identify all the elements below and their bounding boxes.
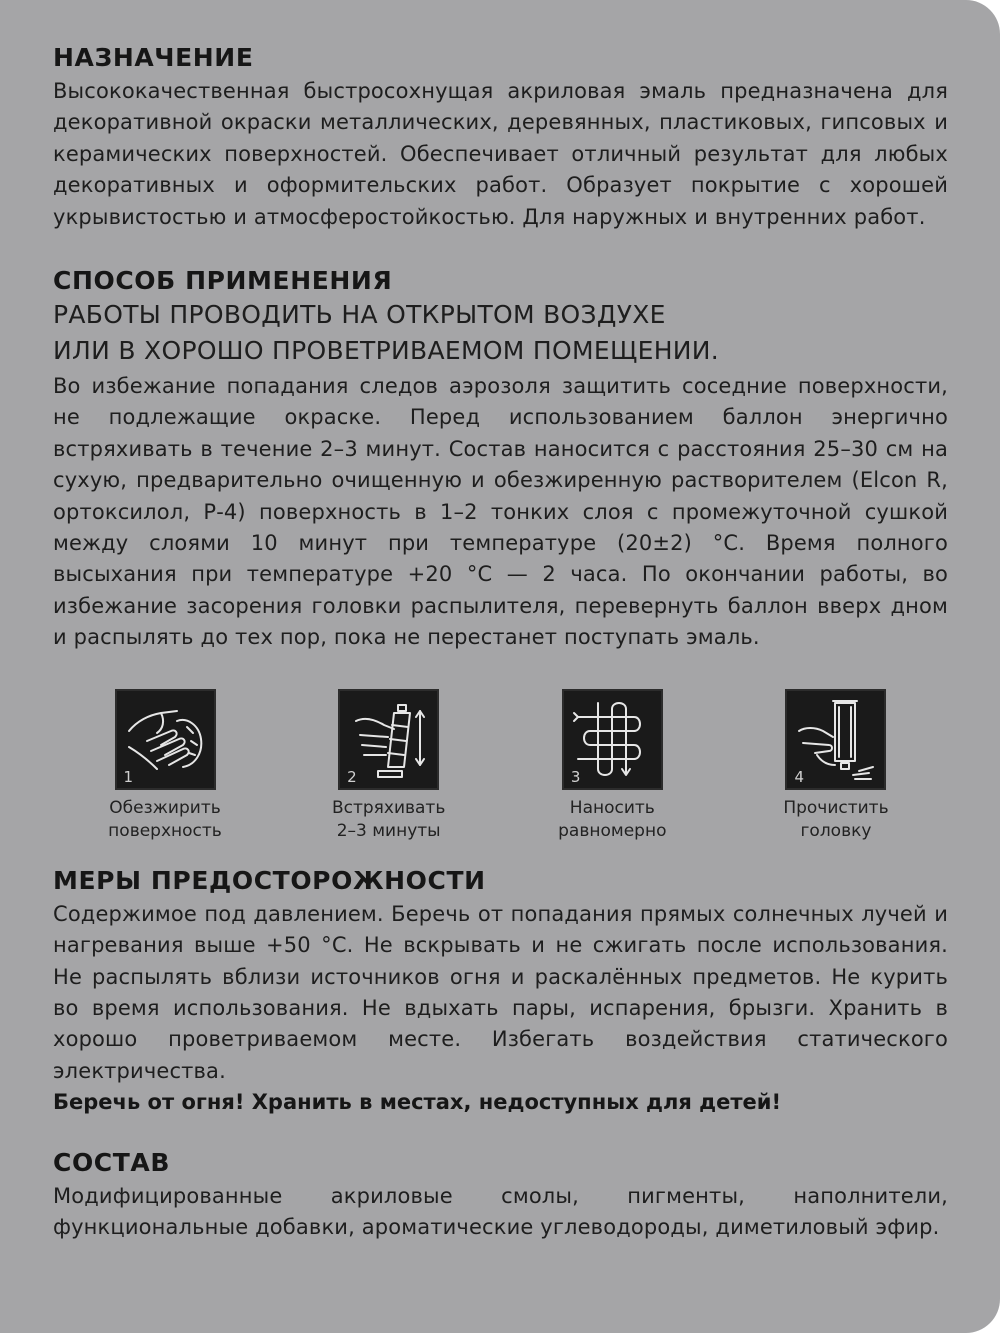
spray-pattern-icon — [562, 689, 663, 790]
step-1 — [103, 689, 227, 843]
steps-row — [53, 689, 948, 843]
hand-wiping-icon — [115, 689, 216, 790]
step-2 — [327, 689, 451, 843]
step-3-caption: Наносить равномерно — [558, 797, 667, 841]
purpose-heading: НАЗНАЧЕНИЕ — [53, 43, 254, 72]
method-text: Во избежание попадания следов аэрозоля защитить соседние поверхности, не подлежащие окраске. Перед использованием баллон энергично встряхивать в течение 2–3 минут. Состав наносится с расстояния 25–30 см на сухую, предварительно очищенную и обезжиренную растворителем (Elcon R, ортоксилол, Р-4) поверхность в 1–2 тонких слоя с промежуточной сушкой между слоями 10 минут при температуре (20±2) °С. Время полного высыхания при температуре +20 °С — 2 часа. По окончании работы, во избежание засорения головки распылителя, перевернуть баллон вверх дном и распылять до тех пор, пока не перестанет поступать эмаль. — [53, 374, 948, 650]
method-subheading-line-1: РАБОТЫ ПРОВОДИТЬ НА ОТКРЫТОМ ВОЗДУХЕ — [53, 300, 666, 330]
composition-heading: СОСТАВ — [53, 1147, 171, 1177]
safety-heading: МЕРЫ ПРЕДОСТОРОЖНОСТИ — [53, 865, 486, 895]
step-4-caption: Прочистить головку — [783, 797, 889, 841]
safety-warning: Беречь от огня! Хранить в местах, недоступных для детей! — [53, 1090, 782, 1115]
step-2-caption: Встряхивать 2–3 минуты — [331, 797, 446, 841]
purpose-section — [53, 40, 948, 233]
clean-nozzle-icon — [785, 689, 886, 790]
step-2-number: 2 — [347, 767, 357, 786]
method-heading: СПОСОБ ПРИМЕНЕНИЯ — [53, 266, 393, 296]
step-1-number: 1 — [123, 767, 134, 786]
purpose-text: Высококачественная быстросохнущая акриловая эмаль предназначена для декоративной окраски металлических, деревянных, пластиковых, гипсовых и керамических поверхностей. Обеспечивает отличный результат для любых декоративных и оформительских работ. Образует покрытие с хорошей укрывистостью и атмосферостойкостью. Для наружных и внутренних работ. — [53, 79, 948, 229]
step-4 — [774, 689, 898, 843]
step-3 — [550, 689, 674, 843]
safety-section — [53, 863, 948, 1119]
step-3-number: 3 — [570, 767, 581, 786]
composition-text: Модифицированные акриловые смолы, пигменты, наполнители, функциональные добавки, ароматические углеводороды, диметиловый эфир. — [53, 1183, 948, 1239]
shake-can-icon — [338, 689, 439, 790]
safety-text: Содержимое под давлением. Беречь от попадания прямых солнечных лучей и нагревания выше +50 °С. Не вскрывать и не сжигать после использования. Не распылять вблизи источников огня и раскалённых предметов. Не курить во время использования. Не вдыхать пары, испарения, брызги. Хранить в хорошо проветриваемом месте. Избегать воздействия статического электричества. — [53, 901, 948, 1083]
composition-section — [53, 1145, 948, 1244]
step-1-caption: Обезжирить поверхность — [108, 797, 222, 841]
method-subheading-line-2: ИЛИ В ХОРОШО ПРОВЕТРИВАЕМОМ ПОМЕЩЕНИИ. — [53, 336, 720, 366]
step-4-number: 4 — [794, 767, 805, 786]
method-section — [53, 263, 948, 654]
